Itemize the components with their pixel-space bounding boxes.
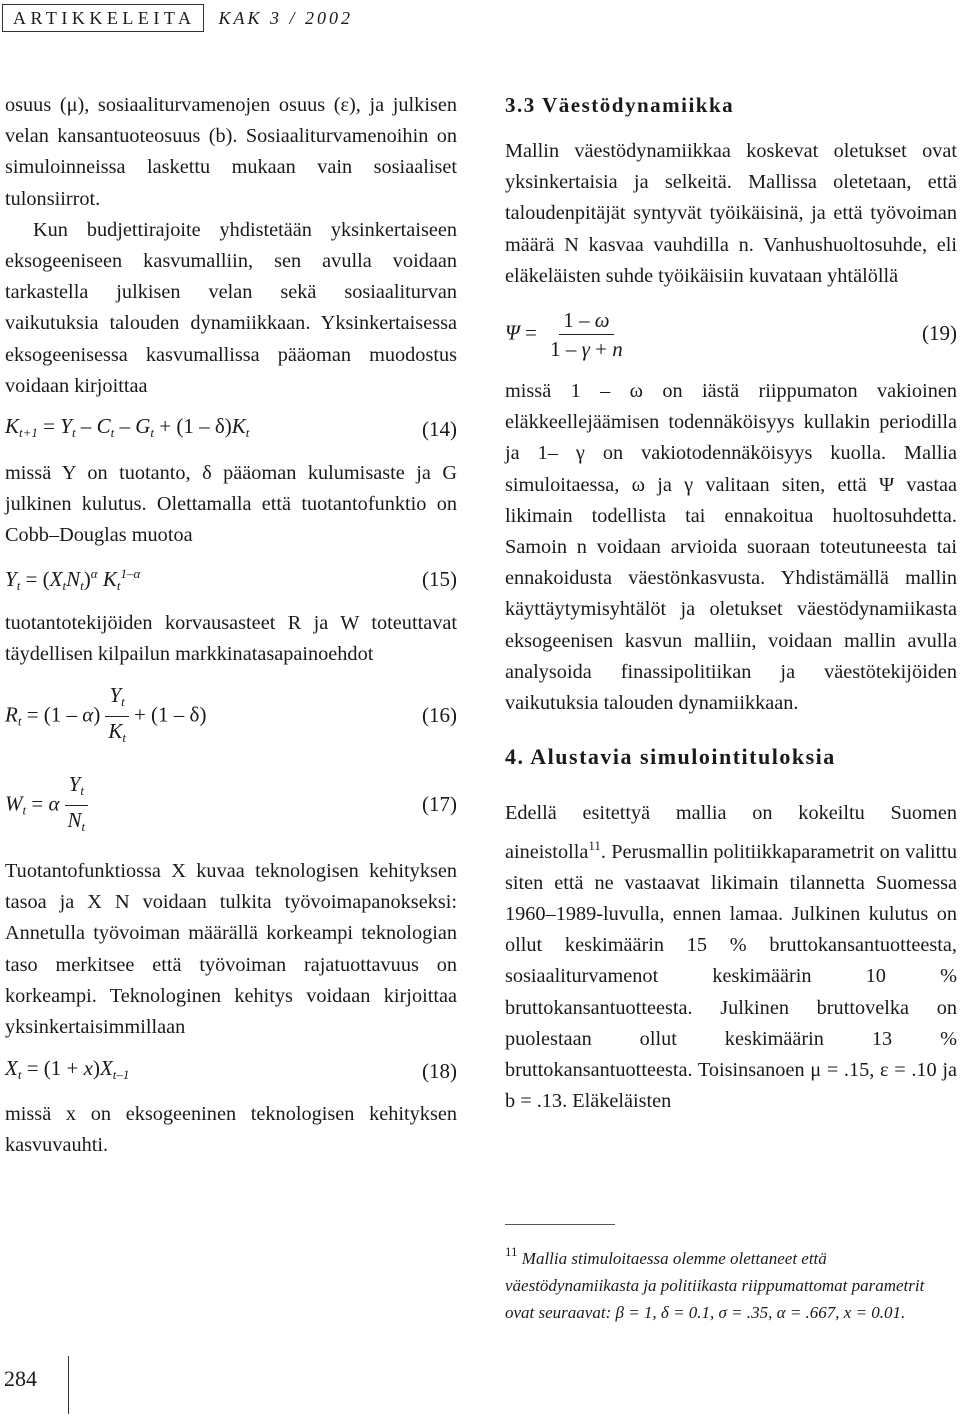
paragraph: missä x on eksogeeninen teknologisen kehityksen kasvuvauhti.: [5, 1103, 457, 1157]
equation-15: $Y_t = (X_tN_t)^\alpha$ $K_t^{1-\alpha}$ (15): [5, 552, 457, 608]
paragraph: Tuotantofunktiossa X kuvaa teknologisen kehityksen tasoa ja X N voidaan tulkita työvoimapanokseksi: Annetulla työvoiman määrällä korkeampi teknologian taso merkitsee että työvoiman rajatuottavuus on korkeampi. Teknologinen kehitys voidaan kirjoittaa yksinkertaisimmillaan: [5, 860, 457, 1039]
paragraph-start: Edellä esitettyä mallia on kokeiltu Suomen aineistolla: [505, 802, 957, 863]
equation-number: (19): [922, 321, 957, 346]
footnote-rule: [505, 1224, 615, 1225]
equation-number: (18): [422, 1058, 457, 1083]
section-heading: 4. Alustavia simulointituloksia: [505, 744, 836, 770]
equation-17: $W_t = \alpha$ $\frac{Y_t}{N_t}$ (17): [5, 771, 457, 834]
issue-label: KAK 3 / 2002: [218, 7, 353, 28]
running-header: [0, 4, 353, 32]
footnote-text: Mallia stimuloitaessa olemme olettaneet että väestödynamiikasta ja politiikasta riippumattomat parametrit ovat seuraavat: β = 1, δ = 0.1, σ = .35, α = .667, x = 0.01.: [505, 1249, 925, 1322]
paragraph: osuus (μ), sosiaaliturvamenojen osuus (ε), ja julkisen velan kansantuoteosuus (b). Sosiaaliturvamenoihin on simuloinneissa laskettu mukaan vain sosiaaliset tulonsiirrot.: [5, 94, 457, 210]
equation-18: $X_t = (1 + x)X_{t-1}$ (18): [5, 1043, 457, 1099]
paragraph-rest: . Perusmallin politiikkaparametrit on valittu siten että ne vastaavat likimain tilannetta Suomessa 1960–1989-luvulla, ennen lamaa. Julkinen kulutus on ollut keskimäärin 15 % bruttokansantuotteesta, sosiaaliturvamenot keskimäärin 10 % bruttokansantuotteesta. Julkinen bruttovelka on puolestaan ollut keskimäärin 13 % bruttokansantuotteesta. Toisinsanoen μ = .15, ε = .10 ja b = .13. Eläkeläisten: [505, 840, 957, 1113]
right-column: [505, 90, 957, 1117]
paragraph: Mallin väestödynamiikkaa koskevat oletukset ovat yksinkertaisia ja selkeitä. Mallissa oletetaan, että taloudenpitäjät syntyvät työikäisinä, ja että työvoiman määrä N kasvaa vauhdilla n. Vanhushuoltosuhde, eli eläkeläisten suhde työikäisiin kuvataan yhtälöllä: [505, 140, 957, 287]
paragraph: Kun budjettirajoite yhdistetään yksinkertaiseen eksogeeniseen kasvumalliin, sen avulla voidaan tarkastella julkisen velan sekä sosiaaliturvan vaikutuksia talouden dynamiikkaan. Yksinkertaisessa eksogeenisessa kasvumallissa pääoman muodostus voidaan kirjoittaa: [5, 218, 457, 397]
paragraph: missä Y on tuotanto, δ pääoman kulumisaste ja G julkinen kulutus. Olettamalla että tuotantofunktio on Cobb–Douglas muotoa: [5, 462, 457, 547]
footnote-ref: 11: [588, 837, 601, 853]
equation-number: (14): [422, 417, 457, 442]
page-number: 284: [4, 1366, 37, 1391]
equation-19: Ψ = $\frac{1 - \omega}{1 - \gamma + n}$ (19): [505, 307, 957, 361]
page-divider: [68, 1356, 69, 1414]
paragraph: missä 1 – ω on iästä riippumaton vakioinen eläkkeellejäämisen todennäköisyys kullakin periodilla ja 1– γ on vakiotodennäköisyys kuolla. Mallia simuloitaessa, ω ja γ valitaan siten, että Ψ vastaa likimain todellista tai ennakoitua huoltosuhdetta. Samoin n voidaan arvioida suoraan toteutuneesta tai ennakoidusta väestönkasvusta. Yhdistämällä mallin käyttäytymisyhtälöt ja oletukset väestödynamiikasta eksogeenisen kasvun malliin, voidaan mallin avulla analysoida finassipolitiikan ja väestötekijöiden vaikutuksia talouden dynamiikkaan.: [505, 380, 957, 715]
equation-14: $K_{t+1} = Y_t - C_t - G_t + (1 - \delta)K_t$ (14): [5, 402, 457, 458]
equation-number: (17): [422, 792, 457, 817]
section-heading: 3.3 Väestödynamiikka: [505, 93, 735, 117]
equation-number: (15): [422, 567, 457, 592]
paragraph: tuotantotekijöiden korvausasteet R ja W toteuttavat täydellisen kilpailun markkinatasapainoehdot: [5, 611, 457, 665]
section-label: ARTIKKELEITA: [2, 4, 204, 32]
footnote-number: 11: [505, 1244, 518, 1259]
footnote: [505, 1238, 957, 1326]
left-column: [5, 90, 457, 1162]
equation-16: $R_t = (1 - \alpha)$ $\frac{Y_t}{K_t}$ + (1 – δ) (16): [5, 682, 457, 745]
equation-number: (16): [422, 703, 457, 728]
paragraph: [505, 798, 957, 1117]
